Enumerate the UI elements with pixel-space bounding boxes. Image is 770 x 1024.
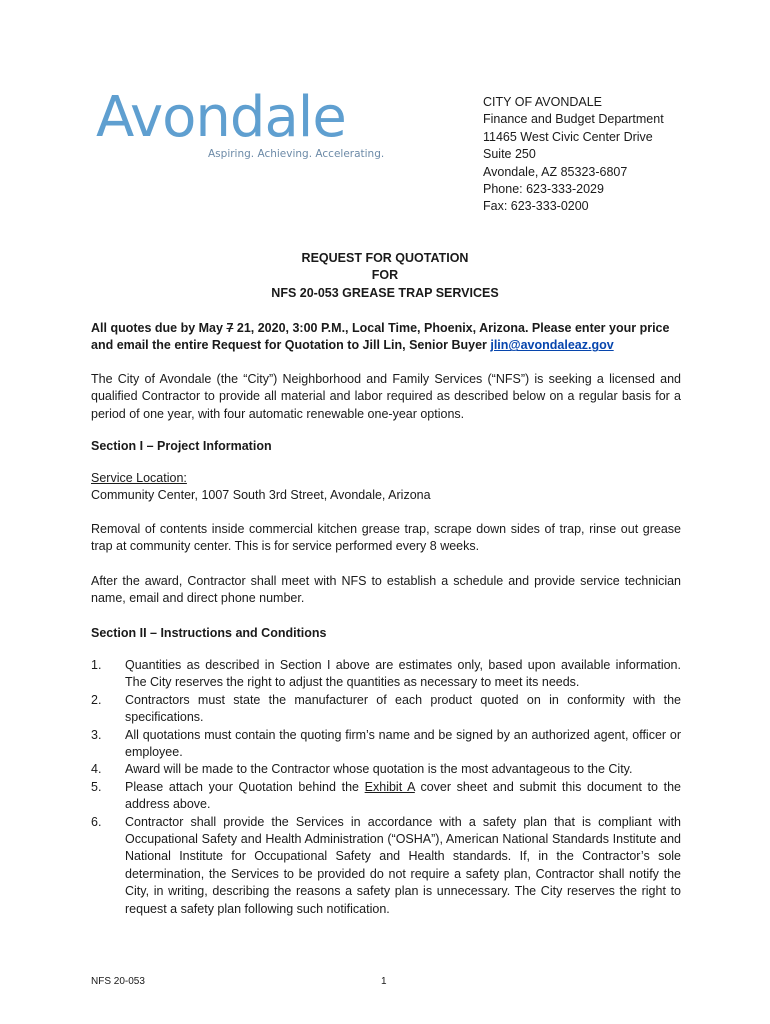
list-number: 6. [91, 814, 102, 829]
footer-page-number: 1 [381, 976, 387, 987]
address-line: Suite 250 [483, 147, 536, 162]
conditions-list [91, 657, 681, 918]
struck-date: 7 [226, 321, 234, 335]
address-line: Finance and Budget Department [483, 112, 664, 127]
due-prefix: All quotes due by May [91, 321, 227, 335]
list-text: Contractor shall provide the Services in accordance with a safety plan that is compliant with Occupational Safety and Health Administration (“OSHA”), American National Standards Institute and National Institute for Occupational Safety and Health standards. If, in the Contractor’s sole determination, the Services to be provided do not require a safety plan, Contractor shall notify the City, in writing, describing the reasons a safety plan is unnecessary. The City reserves the right to request a safety plan following such notification. [125, 814, 681, 916]
list-number: 2. [91, 692, 102, 707]
title-line: FOR [371, 268, 399, 283]
exhibit-a-reference: Exhibit A [364, 779, 415, 794]
buyer-email-link[interactable]: jlin@avondaleaz.gov [490, 338, 614, 353]
list-item [91, 779, 681, 814]
list-number: 3. [91, 727, 102, 742]
document-title [0, 250, 770, 302]
title-line: REQUEST FOR QUOTATION [301, 251, 469, 265]
list-item [91, 814, 681, 918]
list-item [91, 727, 681, 762]
intro-paragraph: The City of Avondale (the “City”) Neighborhood and Family Services (“NFS”) is seeking a licensed and qualified Contractor to provide all material and labor required as described below on a regular basis for a period of one year, with four automatic renewable one-year options. [91, 372, 681, 421]
list-number: 5. [91, 779, 102, 794]
section-1-heading: Section I – Project Information [91, 439, 272, 453]
list-item [91, 657, 681, 692]
list-number: 4. [91, 762, 102, 777]
list-text-pre: Please attach your Quotation behind the [125, 779, 365, 794]
list-text-post: cover sheet and submit this document to the address above. [125, 779, 682, 812]
service-location-label: Service Location: [91, 471, 187, 485]
address-block [483, 94, 664, 216]
list-text: Quantities as described in Section I above are estimates only, based upon available information. The City reserves the right to adjust the quantities as necessary to meet its needs. [125, 658, 681, 690]
address-line: 11465 West Civic Center Drive [483, 129, 653, 144]
address-line: CITY OF AVONDALE [483, 95, 603, 109]
service-location-value: Community Center, 1007 South 3rd Street, Avondale, Arizona [91, 488, 431, 503]
address-phone: Phone: 623-333-2029 [483, 182, 604, 197]
due-date-notice [91, 320, 681, 355]
due-rest: 21, 2020, 3:00 P.M., Local Time, Phoenix, Arizona. Please enter your price and email the entire Request for Quotation to Jill Lin, Senior Buyer [91, 321, 670, 353]
footer-doc-id: NFS 20-053 [91, 976, 145, 987]
service-location [91, 470, 681, 505]
city-logo [96, 85, 385, 162]
title-line: NFS 20-053 GREASE TRAP SERVICES [271, 285, 499, 300]
section-2-heading: Section II – Instructions and Conditions [91, 626, 327, 640]
address-line: Avondale, AZ 85323-6807 [483, 164, 628, 179]
list-number: 1. [91, 658, 102, 672]
award-paragraph: After the award, Contractor shall meet with NFS to establish a schedule and provide service technician name, email and direct phone number. [91, 574, 681, 606]
logo-wordmark: Avondale [96, 85, 346, 150]
scope-paragraph: Removal of contents inside commercial kitchen grease trap, scrape down sides of trap, rinse out grease trap at community center. This is for service performed every 8 weeks. [91, 522, 681, 554]
list-item [91, 692, 681, 727]
list-text: All quotations must contain the quoting firm’s name and be signed by an authorized agent, officer or employee. [125, 727, 681, 760]
logo-tagline: Aspiring. Achieving. Accelerating. [208, 148, 385, 160]
list-text: Contractors must state the manufacturer of each product quoted on in conformity with the specifications. [125, 692, 681, 725]
address-fax: Fax: 623-333-0200 [483, 199, 589, 214]
list-text: Award will be made to the Contractor whose quotation is the most advantageous to the City. [125, 762, 633, 777]
list-item [91, 761, 681, 778]
